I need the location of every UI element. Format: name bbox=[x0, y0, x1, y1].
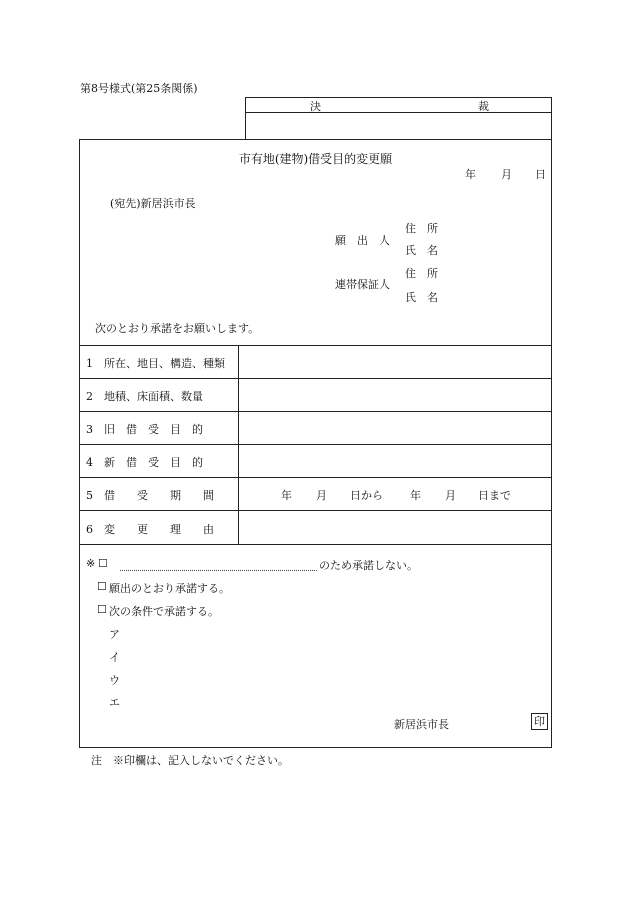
applicant-address-label: 住 所 bbox=[405, 222, 438, 235]
request-text: 次のとおり承諾をお願いします。 bbox=[95, 322, 260, 335]
date-month: 月 bbox=[501, 168, 512, 181]
decision-mark: ※ bbox=[86, 557, 96, 570]
table-column-divider bbox=[238, 345, 239, 545]
row-label-reason: 6 変 更 理 由 bbox=[86, 523, 214, 536]
reject-suffix: のため承諾しない。 bbox=[319, 559, 418, 572]
reject-checkbox[interactable]: ☐ bbox=[98, 557, 108, 570]
guarantor-name-field[interactable] bbox=[445, 287, 545, 303]
row-value-old-purpose[interactable] bbox=[240, 413, 550, 443]
condition-item-e: エ bbox=[109, 696, 120, 709]
guarantor-label: 連帯保証人 bbox=[335, 278, 390, 291]
row-value-new-purpose[interactable] bbox=[240, 446, 550, 476]
guarantor-address-field[interactable] bbox=[445, 263, 545, 279]
conditional-approve-label: 次の条件で承諾する。 bbox=[109, 605, 219, 618]
form-top-border bbox=[79, 139, 552, 140]
applicant-name-label: 氏 名 bbox=[405, 244, 438, 257]
form-number: 第8号様式(第25条関係) bbox=[80, 82, 198, 95]
reject-reason-field[interactable] bbox=[120, 557, 317, 571]
period-start-month: 月 bbox=[316, 489, 327, 502]
condition-item-a: ア bbox=[109, 628, 120, 641]
table-line-4 bbox=[79, 444, 552, 445]
addressee: (宛先)新居浜市長 bbox=[110, 197, 196, 210]
kessai-stamp-area[interactable] bbox=[247, 114, 550, 138]
kessai-label-2: 裁 bbox=[478, 100, 489, 113]
period-end-day: 日まで bbox=[478, 489, 511, 502]
kessai-top-border bbox=[245, 97, 552, 98]
form-bottom-border bbox=[79, 747, 552, 748]
date-year: 年 bbox=[465, 168, 476, 181]
row-label-old-purpose: 3 旧 借 受 目 的 bbox=[86, 423, 203, 436]
kessai-label-1: 決 bbox=[310, 100, 321, 113]
row-value-reason[interactable] bbox=[240, 512, 550, 543]
condition-item-i: イ bbox=[109, 651, 120, 664]
table-line-3 bbox=[79, 411, 552, 412]
row-label-location: 1 所在、地目、構造、種類 bbox=[86, 357, 225, 370]
row-value-location[interactable] bbox=[240, 347, 550, 377]
kessai-left-border bbox=[245, 97, 246, 139]
approve-label: 願出のとおり承諾する。 bbox=[109, 582, 230, 595]
guarantor-name-label: 氏 名 bbox=[405, 291, 438, 304]
period-end-month: 月 bbox=[445, 489, 456, 502]
row-label-new-purpose: 4 新 借 受 目 的 bbox=[86, 456, 203, 469]
kessai-mid-border bbox=[245, 112, 552, 113]
period-start-year: 年 bbox=[281, 489, 292, 502]
table-line-7 bbox=[79, 544, 552, 545]
form-title: 市有地(建物)借受目的変更願 bbox=[238, 152, 393, 166]
table-line-5 bbox=[79, 477, 552, 478]
condition-item-u: ウ bbox=[109, 674, 120, 687]
seal-box: 印 bbox=[531, 713, 548, 730]
row-value-area[interactable] bbox=[240, 380, 550, 410]
guarantor-address-label: 住 所 bbox=[405, 267, 438, 280]
row-label-area: 2 地積、床面積、数量 bbox=[86, 390, 203, 403]
mayor-signature: 新居浜市長 bbox=[394, 718, 449, 731]
period-start-day: 日から bbox=[350, 489, 383, 502]
period-end-year: 年 bbox=[410, 489, 421, 502]
date-day: 日 bbox=[535, 168, 546, 181]
kessai-right-border bbox=[551, 97, 552, 139]
approve-checkbox[interactable]: ☐ bbox=[97, 580, 107, 593]
applicant-label: 願 出 人 bbox=[335, 234, 390, 247]
row-label-period: 5 借 受 期 間 bbox=[86, 489, 214, 502]
table-line-1 bbox=[79, 345, 552, 346]
table-line-2 bbox=[79, 378, 552, 379]
table-line-6 bbox=[79, 510, 552, 511]
conditional-approve-checkbox[interactable]: ☐ bbox=[97, 603, 107, 616]
footnote: 注 ※印欄は、記入しないでください。 bbox=[91, 754, 289, 767]
applicant-name-field[interactable] bbox=[445, 240, 545, 256]
applicant-address-field[interactable] bbox=[445, 218, 545, 234]
